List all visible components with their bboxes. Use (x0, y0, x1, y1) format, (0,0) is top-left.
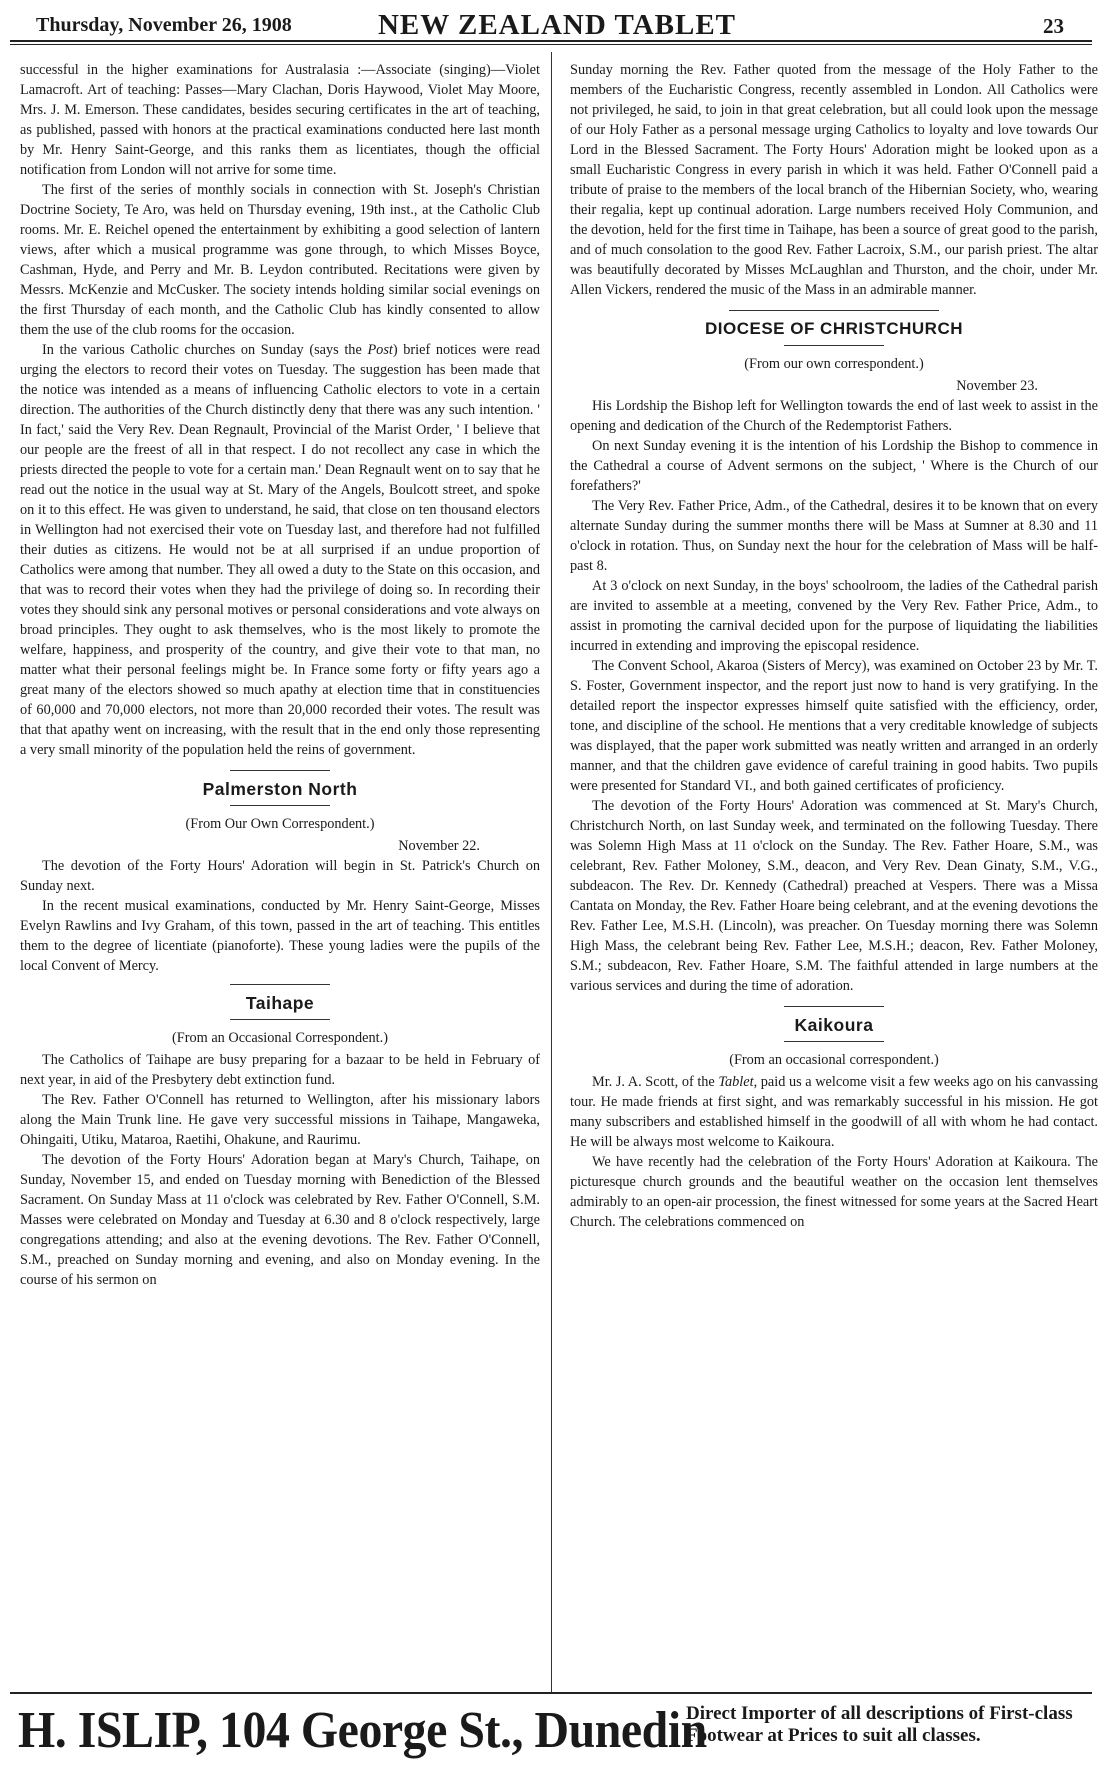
section-heading: Kaikoura (794, 1015, 874, 1035)
section-separator (784, 1041, 884, 1042)
text-run: In the various Catholic churches on Sunday (says the (42, 342, 368, 358)
section-separator (230, 770, 330, 771)
advertiser-name: H. ISLIP, 104 George St., Dunedin (18, 1702, 707, 1759)
article-paragraph: The Convent School, Akaroa (Sisters of Mercy), was examined on October 23 by Mr. T. S. Foster, Government inspector, and the report just now to hand is very gratifying. In the detailed report the inspector expresses himself quite satisfied with the efficiency, order, tone, and discipline of the school. He mentions that a very creditable knowledge of subjects was displayed, that the paper work submitted was neatly written and arranged in an orderly manner, and that the children gave evidence of careful training in good habits. Two pupils were presented for Standard VI., and both gained certificates of proficiency. (570, 658, 1098, 794)
section-heading: Taihape (245, 993, 315, 1013)
page-number: 23 (1043, 14, 1064, 38)
article-paragraph: On next Sunday evening it is the intention of his Lordship the Bishop to commence in the Cathedral a course of Advent sermons on the subject, ' Where is the Church of our forefathers?' (570, 438, 1098, 494)
correspondent-line: (From our own correspondent.) (744, 356, 924, 372)
issue-date: Thursday, November 26, 1908 (36, 14, 292, 36)
text-run: , paid us a welcome visit a few weeks ago on his canvassing tour. He made friends at first sight, and was remarkably successful in his mission. He got many subscribers and established himself in the goodwill of all with whom he had contact. He will be always most welcome to Kaikoura. (570, 1074, 1098, 1150)
italic-publication-name: Post (367, 342, 393, 358)
article-paragraph: In the recent musical examinations, conducted by Mr. Henry Saint-George, Misses Evelyn Rawlins and Ivy Graham, of this town, passed in the art of teaching. This entitles them to the degree of licentiate (pianoforte). These young ladies were the pupils of the local Convent of Mercy. (20, 898, 540, 974)
section-separator (729, 310, 939, 311)
article-paragraph: The devotion of the Forty Hours' Adoration began at Mary's Church, Taihape, on Sunday, November 15, and ended on Tuesday morning with Benediction of the Blessed Sacrament. On Sunday Mass at 11 o'clock was celebrated by Rev. Father O'Connell, S.M. Masses were celebrated on Monday and Tuesday at 6.30 and 8 o'clock respectively, large congregations attending; and also at the evening devotions. The Rev. Father O'Connell, S.M., preached on Sunday morning and evening, and also on Monday evening. In the course of his sermon on (20, 1152, 540, 1288)
masthead (18, 6, 1096, 40)
right-column (570, 60, 1098, 1688)
dateline: November 22. (398, 838, 480, 854)
text-run: ) brief notices were read urging the electors to record their votes on Tuesday. The suggestion has been made that the notice was intended as a means of influencing Catholic electors to vote in a certain direction. The authorities of the Church distinctly deny that there was any such intention. ' In fact,' said the Very Rev. Dean Regnault, Provincial of the Marist Order, ' I believe that our people are the freest of all in that respect. I do not recollect any case in which the priests directed the people to vote for a certain man.' Dean Regnault went on to say that he read out the notice in the usual way at St. Mary of the Angels, Boulcott street, and spoke on it to this effect. He was given to understand, he said, that close on ten thousand electors in Wellington had not exercised their vote on Tuesday last, and therefore had not fulfilled their duties as citizens. He would not be at all surprised if an undue proportion of Catholics were among that number. They all owed a duty to the State on this occasion, and that was to record their votes when they had the privilege of doing so. In recording their votes they should sink any personal motives or personal considerations and vote always on broad principles. They ought to ask themselves, who is the most likely to promote the welfare, happiness, and prosperity of the country, and give their vote to that man, no matter what their personal feelings might be. In France some forty or fifty years ago a great many of the electors showed so much apathy at election time that in constituencies of 60,000 and 70,000 electors, not more than 20,000 recorded their votes. The result was that that apathy went on increasing, with the result that in the end only those representing a very small minority of the population held the reins of government. (20, 342, 540, 758)
section-separator (230, 805, 330, 806)
header-rule-thin (10, 44, 1092, 45)
correspondent-line: (From Our Own Correspondent.) (185, 816, 375, 832)
section-heading: Palmerston North (202, 779, 358, 799)
article-paragraph: The Rev. Father O'Connell has returned to Wellington, after his missionary labors along the Main Trunk line. He gave very successful missions in Taihape, Mangaweka, Ohingaiti, Utiku, Mataroa, Raetihi, Ohakune, and Raurimu. (20, 1092, 540, 1148)
footer-rule (10, 1692, 1092, 1694)
section-separator (784, 345, 884, 346)
section-heading: DIOCESE OF CHRISTCHURCH (704, 319, 963, 338)
article-paragraph: The first of the series of monthly socials in connection with St. Joseph's Christian Doctrine Society, Te Aro, was held on Thursday evening, 19th inst., at the Catholic Club rooms. Mr. E. Reichel opened the entertainment by exhibiting a good selection of lantern views, after which a musical programme was gone through, to which Misses Boyce, Cashman, Hyde, and Perry and Mr. B. Leydon contributed. Recitations were given by Messrs. McKenzie and McCusker. The society intends holding similar social evenings on the first Thursday of each month, and the Catholic Club has kindly consented to allow them the use of the club rooms for the occasion. (20, 182, 540, 338)
left-column (20, 60, 540, 1688)
article-paragraph: The devotion of the Forty Hours' Adoration will begin in St. Patrick's Church on Sunday next. (20, 858, 540, 894)
article-paragraph (20, 340, 540, 760)
header-rule (10, 40, 1092, 42)
newspaper-title: NEW ZEALAND TABLET (377, 9, 737, 41)
article-paragraph: The Catholics of Taihape are busy preparing for a bazaar to be held in February of next year, in aid of the Presbytery debt extinction fund. (20, 1052, 540, 1088)
article-paragraph: successful in the higher examinations for Australasia :—Associate (singing)—Violet Lamacroft. Art of teaching: Passes—Mary Clachan, Doris Haywood, Violet May Moore, Mrs. J. M. Emerson. These candidates, besides securing certificates in the art of teaching, as published, passed with honors at the practical examinations conducted here last month by Mr. Henry Saint-George, and this ranks them as licentiates, though the official notification from London will not arrive for some time. (20, 62, 540, 178)
italic-publication-name: Tablet (718, 1074, 754, 1090)
advertiser-description: Direct Importer of all descriptions of First-class Footwear at Prices to suit all classes. (686, 1703, 1073, 1746)
correspondent-line: (From an Occasional Correspondent.) (172, 1030, 388, 1046)
article-paragraph: We have recently had the celebration of the Forty Hours' Adoration at Kaikoura. The picturesque church grounds and the beautiful weather on the occasion lent themselves admirably to an open-air procession, the finest witnessed for some years at the Sacred Heart Church. The celebrations commenced on (570, 1154, 1098, 1230)
article-paragraph: At 3 o'clock on next Sunday, in the boys' schoolroom, the ladies of the Cathedral parish are invited to assemble at a meeting, convened by the Very Rev. Father Price, Adm., to assist in promoting the carnival decided upon for the purpose of liquidating the liabilities incurred in extending and improving the episcopal residence. (570, 578, 1098, 654)
section-separator (784, 1006, 884, 1007)
article-paragraph: Sunday morning the Rev. Father quoted from the message of the Holy Father to the members of the Eucharistic Congress, recently assembled in London. All Catholics were not privileged, he said, to join in that great celebration, but all could look upon the message of our Holy Father as a personal message urging Catholics to loyalty and love towards Our Lord in the Blessed Sacrament. The Forty Hours' Adoration might be looked upon as a small Eucharistic Congress in every parish in which it was held. Father O'Connell paid a tribute of praise to the members of the local branch of the Hibernian Society, who, wearing their regalia, kept up continual adoration. Large numbers received Holy Communion, and the devotion, held for the first time in Taihape, has been a source of great good to the parish, and of much consolation to the good Rev. Father Lacroix, S.M., our parish priest. The altar was beautifully decorated by Misses McLaughlan and Thurston, and the choir, under Mr. Allen Vickers, rendered the music of the Mass in an admirable manner. (570, 62, 1098, 298)
article-paragraph (570, 1072, 1098, 1152)
article-paragraph: The devotion of the Forty Hours' Adoration was commenced at St. Mary's Church, Christchurch North, on last Sunday week, and terminated on the following Tuesday. There was Solemn High Mass at 11 o'clock on the Sunday. The Rev. Father Hoare, S.M., was celebrant, Rev. Father Moloney, S.M., deacon, and Very Rev. Dean Ginaty, S.M., V.G., subdeacon. The Rev. Dr. Kennedy (Cathedral) preached at Vespers. There was a Missa Cantata on Monday, the Rev. Father Hoare being celebrant, and at the evening devotions the Rev. Father Lee, M.S.H. (Lincoln), was preacher. On Tuesday morning there was Solemn High Mass, the celebrant being Rev. Father Lee, M.S.H.; deacon, Rev. Father Moloney, S.M.; subdeacon, Rev. Father Hoare, S.M. The faithful attended in large numbers at the various services and during the time of adoration. (570, 798, 1098, 994)
footer-advertisement (10, 1695, 1100, 1771)
correspondent-line: (From an occasional correspondent.) (729, 1052, 939, 1068)
text-run: Mr. J. A. Scott, of the (592, 1074, 719, 1090)
article-paragraph: The Very Rev. Father Price, Adm., of the Cathedral, desires it to be known that on every alternate Sunday during the summer months there will be Mass at Sumner at 8.30 and 11 o'clock in rotation. Thus, on Sunday next the hour for the celebration of Mass will be half-past 8. (570, 498, 1098, 574)
section-separator (230, 984, 330, 985)
section-separator (230, 1019, 330, 1020)
article-paragraph: His Lordship the Bishop left for Wellington towards the end of last week to assist in the opening and dedication of the Church of the Redemptorist Fathers. (570, 398, 1098, 434)
column-divider (551, 52, 552, 1692)
dateline: November 23. (956, 378, 1038, 394)
